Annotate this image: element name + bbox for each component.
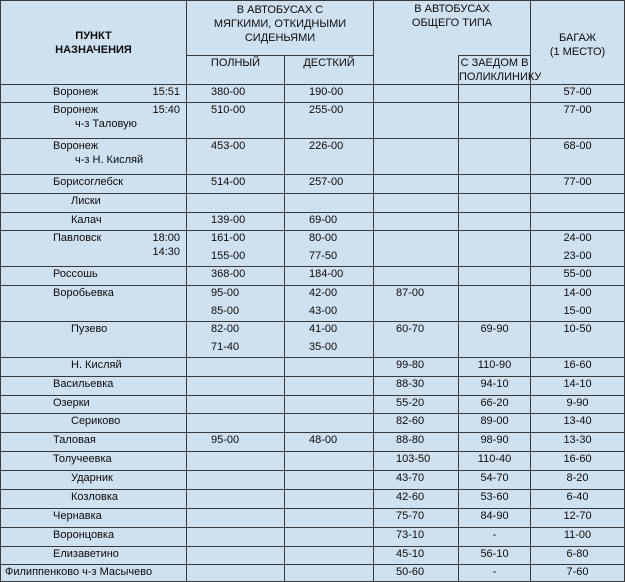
full-fare-cell <box>187 452 285 471</box>
baggage-cell <box>531 547 625 565</box>
clinic-fare-cell <box>459 286 531 322</box>
full-fare-cell-value-2: 155-00 <box>211 250 246 262</box>
general-fare-cell-value: 99-80 <box>396 359 425 371</box>
destination-name: Воронеж <box>53 104 99 116</box>
baggage-cell-value: 68-00 <box>563 140 592 152</box>
clinic-fare-cell <box>459 433 531 452</box>
departure-time: 18:00 <box>152 232 180 244</box>
general-fare-cell <box>374 433 459 452</box>
child-fare-cell-value: 48-00 <box>309 434 338 446</box>
child-fare-cell <box>285 175 374 194</box>
table-row <box>1 139 625 175</box>
clinic-fare-cell <box>459 267 531 286</box>
clinic-fare-cell-value: 69-90 <box>480 323 509 335</box>
table-row <box>1 213 625 231</box>
general-fare-cell-value: 103-50 <box>396 453 431 465</box>
baggage-cell <box>531 267 625 286</box>
general-fare-cell <box>374 175 459 194</box>
destination-name: Таловая <box>53 434 96 446</box>
clinic-fare-cell <box>459 490 531 509</box>
baggage-line1: БАГАЖ <box>559 31 597 44</box>
full-fare-cell-value: 161-00 <box>211 232 246 244</box>
child-fare-cell <box>285 433 374 452</box>
full-fare-cell <box>187 490 285 509</box>
clinic-header-line2: ПОЛИКЛИНИКУ <box>459 71 542 83</box>
destination-header-line2: НАЗНАЧЕНИЯ <box>55 43 132 56</box>
general-bus-line1: В АВТОБУСАХ <box>414 3 490 15</box>
child-fare-header: ДЕСТКИЙ <box>285 56 374 85</box>
child-fare-cell-value: 257-00 <box>309 176 344 188</box>
clinic-fare-cell <box>459 547 531 565</box>
soft-seats-header <box>187 1 374 56</box>
destination-cell <box>1 471 187 490</box>
baggage-cell-value: 16-60 <box>563 359 592 371</box>
baggage-cell-value: 12-70 <box>563 510 592 522</box>
table-row <box>1 528 625 547</box>
child-fare-cell <box>285 85 374 103</box>
full-fare-cell <box>187 433 285 452</box>
destination-cell <box>1 85 187 103</box>
table-row <box>1 358 625 377</box>
full-fare-cell <box>187 267 285 286</box>
departure-time-2: 14:30 <box>152 246 180 258</box>
baggage-cell-value: 13-30 <box>563 434 592 446</box>
full-fare-cell-value: 380-00 <box>211 86 246 98</box>
baggage-cell-value: 77-00 <box>563 176 592 188</box>
child-fare-cell <box>285 267 374 286</box>
general-fare-cell-value: 42-60 <box>396 491 425 503</box>
table-row <box>1 452 625 471</box>
table-row <box>1 267 625 286</box>
child-fare-cell-value: 41-00 <box>309 323 338 335</box>
general-fare-subheader <box>374 56 459 85</box>
child-fare-cell <box>285 139 374 175</box>
table-row <box>1 396 625 414</box>
baggage-cell-value: 14-10 <box>563 378 592 390</box>
baggage-cell-value: 24-00 <box>563 232 592 244</box>
full-fare-cell <box>187 286 285 322</box>
baggage-cell-value: 77-00 <box>563 104 592 116</box>
baggage-cell-value: 9-90 <box>566 397 589 409</box>
table-row <box>1 175 625 194</box>
baggage-cell <box>531 452 625 471</box>
child-fare-cell <box>285 490 374 509</box>
general-fare-cell <box>374 85 459 103</box>
full-fare-header: ПОЛНЫЙ <box>187 56 285 85</box>
clinic-fare-cell-value: 54-70 <box>480 472 509 484</box>
destination-cell <box>1 396 187 414</box>
full-fare-cell <box>187 471 285 490</box>
baggage-cell <box>531 528 625 547</box>
child-fare-cell <box>285 414 374 433</box>
baggage-cell <box>531 322 625 358</box>
table-row <box>1 85 625 103</box>
table-row <box>1 490 625 509</box>
child-fare-cell-value: 255-00 <box>309 104 344 116</box>
destination-cell <box>1 194 187 213</box>
destination-cell <box>1 490 187 509</box>
general-fare-cell <box>374 547 459 565</box>
clinic-fare-cell-value: 66-20 <box>480 397 509 409</box>
general-fare-cell <box>374 565 459 582</box>
general-bus-header <box>374 1 531 56</box>
baggage-cell <box>531 213 625 231</box>
general-fare-cell-value: 88-30 <box>396 378 425 390</box>
general-fare-cell <box>374 267 459 286</box>
general-fare-cell-value: 55-20 <box>396 397 425 409</box>
child-fare-cell <box>285 286 374 322</box>
baggage-cell-value: 16-60 <box>563 453 592 465</box>
soft-seats-line1: В АВТОБУСАХ С <box>236 4 324 16</box>
destination-header <box>1 1 187 85</box>
destination-name: Воронеж <box>53 140 99 152</box>
baggage-cell <box>531 414 625 433</box>
child-fare-cell-value: 80-00 <box>309 232 338 244</box>
general-fare-cell <box>374 231 459 267</box>
clinic-fare-header <box>459 56 542 85</box>
destination-cell <box>1 139 187 175</box>
full-fare-cell <box>187 139 285 175</box>
table-row <box>1 286 625 322</box>
general-fare-cell <box>374 490 459 509</box>
baggage-cell-value: 13-40 <box>563 415 592 427</box>
destination-name: Чернавка <box>53 510 102 522</box>
baggage-cell <box>531 396 625 414</box>
full-fare-cell <box>187 213 285 231</box>
full-fare-cell <box>187 414 285 433</box>
table-row <box>1 103 625 139</box>
baggage-cell <box>531 85 625 103</box>
destination-name: Калач <box>71 214 102 226</box>
baggage-cell <box>531 103 625 139</box>
full-fare-cell <box>187 194 285 213</box>
baggage-cell-value: 6-80 <box>566 548 589 560</box>
destination-cell <box>1 103 187 139</box>
child-fare-cell-value: 42-00 <box>309 287 338 299</box>
child-fare-cell <box>285 322 374 358</box>
clinic-fare-cell-value: 110-40 <box>477 453 512 465</box>
departure-time: 15:40 <box>152 104 180 116</box>
destination-via: ч-з Таловую <box>75 118 137 130</box>
destination-cell <box>1 231 187 267</box>
baggage-cell-value-2: 15-00 <box>563 305 592 317</box>
clinic-fare-cell-value: 110-90 <box>477 359 512 371</box>
general-fare-cell <box>374 414 459 433</box>
general-bus-line2: ОБЩЕГО ТИПА <box>411 17 493 29</box>
clinic-fare-cell-value: - <box>492 529 497 541</box>
clinic-fare-cell <box>459 565 531 582</box>
full-fare-cell <box>187 175 285 194</box>
table-row <box>1 433 625 452</box>
destination-name: Елизаветино <box>53 548 119 560</box>
general-fare-cell-value: 50-60 <box>396 566 425 578</box>
child-fare-cell <box>285 547 374 565</box>
general-fare-cell <box>374 471 459 490</box>
destination-cell <box>1 509 187 528</box>
full-fare-cell-value: 95-00 <box>211 434 240 446</box>
full-fare-cell-value-2: 85-00 <box>211 305 240 317</box>
general-fare-cell-value: 45-10 <box>396 548 425 560</box>
general-fare-cell-value: 87-00 <box>396 287 425 299</box>
full-fare-cell-value-2: 71-40 <box>211 341 240 353</box>
clinic-fare-cell <box>459 213 531 231</box>
full-fare-cell <box>187 565 285 582</box>
baggage-cell <box>531 490 625 509</box>
destination-via: ч-з Н. Кисляй <box>75 154 144 166</box>
full-fare-cell-value: 510-00 <box>211 104 246 116</box>
clinic-fare-cell-value: - <box>492 566 497 578</box>
general-fare-cell <box>374 103 459 139</box>
child-fare-cell-value-2: 77-50 <box>309 250 338 262</box>
table-row <box>1 509 625 528</box>
clinic-fare-cell-value: 89-00 <box>480 415 509 427</box>
clinic-fare-cell-value: 94-10 <box>480 378 509 390</box>
baggage-cell-value: 14-00 <box>563 287 592 299</box>
clinic-fare-cell <box>459 139 531 175</box>
general-fare-cell-value: 82-60 <box>396 415 425 427</box>
table-row <box>1 414 625 433</box>
destination-name: Воронеж <box>53 86 99 98</box>
soft-seats-line2: МЯГКИМИ, ОТКИДНЫМИ <box>213 18 347 30</box>
child-fare-cell <box>285 358 374 377</box>
full-fare-cell <box>187 377 285 396</box>
destination-name: Павловск <box>53 232 102 244</box>
baggage-cell-value: 7-60 <box>566 566 589 578</box>
destination-name: Россошь <box>53 268 98 280</box>
destination-cell <box>1 565 187 582</box>
full-fare-cell <box>187 547 285 565</box>
clinic-fare-cell-value: 98-90 <box>480 434 509 446</box>
destination-cell <box>1 213 187 231</box>
general-fare-cell-value: 60-70 <box>396 323 425 335</box>
departure-time: 15:51 <box>152 86 180 98</box>
full-fare-cell-value: 82-00 <box>211 323 240 335</box>
destination-cell <box>1 433 187 452</box>
clinic-fare-cell <box>459 175 531 194</box>
destination-cell <box>1 547 187 565</box>
general-fare-cell-value: 73-10 <box>396 529 425 541</box>
full-fare-cell <box>187 85 285 103</box>
baggage-cell <box>531 139 625 175</box>
general-fare-cell <box>374 377 459 396</box>
child-fare-cell-value: 69-00 <box>309 214 338 226</box>
general-fare-cell <box>374 452 459 471</box>
child-fare-cell-value: 226-00 <box>309 140 344 152</box>
baggage-cell <box>531 471 625 490</box>
child-fare-cell <box>285 471 374 490</box>
full-fare-cell-value: 453-00 <box>211 140 246 152</box>
table-row <box>1 322 625 358</box>
destination-name: Васильевка <box>53 378 114 390</box>
clinic-fare-cell <box>459 528 531 547</box>
table-row <box>1 565 625 582</box>
clinic-fare-cell <box>459 509 531 528</box>
baggage-cell <box>531 231 625 267</box>
baggage-cell-value: 57-00 <box>563 86 592 98</box>
baggage-cell-value: 6-40 <box>566 491 589 503</box>
destination-name: Филиппенково ч-з Масычево <box>5 566 153 578</box>
destination-name: Борисоглебск <box>53 176 124 188</box>
clinic-fare-cell-value: 53-60 <box>480 491 509 503</box>
clinic-fare-cell-value: 56-10 <box>480 548 509 560</box>
destination-name: Воронцовка <box>53 529 115 541</box>
baggage-line2: (1 МЕСТО) <box>549 45 606 58</box>
baggage-cell <box>531 194 625 213</box>
destination-cell <box>1 452 187 471</box>
table-row <box>1 547 625 565</box>
header-row <box>1 1 625 56</box>
baggage-cell <box>531 433 625 452</box>
child-fare-cell <box>285 213 374 231</box>
full-fare-cell <box>187 509 285 528</box>
general-fare-cell <box>374 213 459 231</box>
general-fare-cell <box>374 286 459 322</box>
destination-cell <box>1 322 187 358</box>
full-fare-cell <box>187 528 285 547</box>
baggage-header <box>531 1 625 85</box>
clinic-fare-cell <box>459 452 531 471</box>
destination-name: Толучеевка <box>53 453 112 465</box>
clinic-fare-cell <box>459 414 531 433</box>
soft-seats-line3: СИДЕНЬЯМИ <box>244 32 316 44</box>
destination-header-line1: ПУНКТ <box>75 29 112 42</box>
baggage-cell <box>531 377 625 396</box>
table-row <box>1 377 625 396</box>
clinic-fare-cell <box>459 322 531 358</box>
destination-cell <box>1 528 187 547</box>
clinic-header-line1: С ЗАЕДОМ В <box>460 57 529 69</box>
baggage-cell <box>531 175 625 194</box>
clinic-fare-cell <box>459 358 531 377</box>
clinic-fare-cell <box>459 471 531 490</box>
child-fare-cell <box>285 528 374 547</box>
baggage-cell-value: 55-00 <box>563 268 592 280</box>
clinic-fare-cell <box>459 231 531 267</box>
clinic-fare-cell <box>459 103 531 139</box>
full-fare-cell-value: 139-00 <box>211 214 246 226</box>
destination-cell <box>1 286 187 322</box>
child-fare-cell <box>285 509 374 528</box>
general-fare-cell <box>374 528 459 547</box>
child-fare-cell-value: 184-00 <box>309 268 344 280</box>
destination-cell <box>1 175 187 194</box>
destination-name: Козловка <box>71 491 118 503</box>
child-fare-cell-value-2: 35-00 <box>309 341 338 353</box>
table-row <box>1 231 625 267</box>
clinic-fare-cell <box>459 194 531 213</box>
child-fare-cell <box>285 231 374 267</box>
clinic-fare-cell <box>459 377 531 396</box>
baggage-cell-value-2: 23-00 <box>563 250 592 262</box>
table-row <box>1 194 625 213</box>
child-fare-cell <box>285 194 374 213</box>
baggage-cell <box>531 509 625 528</box>
destination-cell <box>1 377 187 396</box>
child-fare-cell-value: 190-00 <box>309 86 344 98</box>
full-fare-cell-value: 95-00 <box>211 287 240 299</box>
destination-cell <box>1 414 187 433</box>
clinic-fare-cell-value: 84-90 <box>480 510 509 522</box>
destination-name: Н. Кисляй <box>71 359 122 371</box>
child-fare-cell <box>285 565 374 582</box>
baggage-cell-value: 8-20 <box>566 472 589 484</box>
general-fare-cell <box>374 358 459 377</box>
child-fare-cell <box>285 103 374 139</box>
destination-cell <box>1 267 187 286</box>
destination-name: Ударник <box>71 472 113 484</box>
general-fare-cell-value: 43-70 <box>396 472 425 484</box>
destination-name: Лиски <box>71 195 101 207</box>
full-fare-cell <box>187 231 285 267</box>
destination-name: Воробьевка <box>53 287 114 299</box>
general-fare-cell-value: 88-80 <box>396 434 425 446</box>
full-fare-cell-value: 514-00 <box>211 176 246 188</box>
general-fare-cell <box>374 322 459 358</box>
child-fare-cell <box>285 377 374 396</box>
table-row <box>1 471 625 490</box>
full-fare-cell-value: 368-00 <box>211 268 246 280</box>
general-fare-cell <box>374 396 459 414</box>
baggage-cell <box>531 286 625 322</box>
destination-name: Озерки <box>53 397 90 409</box>
child-fare-cell-value-2: 43-00 <box>309 305 338 317</box>
full-fare-cell <box>187 103 285 139</box>
child-fare-cell <box>285 396 374 414</box>
baggage-cell <box>531 565 625 582</box>
baggage-cell-value: 10-50 <box>563 323 592 335</box>
baggage-cell <box>531 358 625 377</box>
child-fare-cell <box>285 452 374 471</box>
destination-name: Пузево <box>71 323 108 335</box>
full-fare-cell <box>187 396 285 414</box>
full-fare-cell <box>187 358 285 377</box>
clinic-fare-cell <box>459 85 531 103</box>
clinic-fare-cell <box>459 396 531 414</box>
full-fare-cell <box>187 322 285 358</box>
destination-name: Сериково <box>71 415 121 427</box>
destination-cell <box>1 358 187 377</box>
general-fare-cell <box>374 139 459 175</box>
general-fare-cell-value: 75-70 <box>396 510 425 522</box>
general-fare-cell <box>374 509 459 528</box>
baggage-cell-value: 11-00 <box>563 529 592 541</box>
general-fare-cell <box>374 194 459 213</box>
